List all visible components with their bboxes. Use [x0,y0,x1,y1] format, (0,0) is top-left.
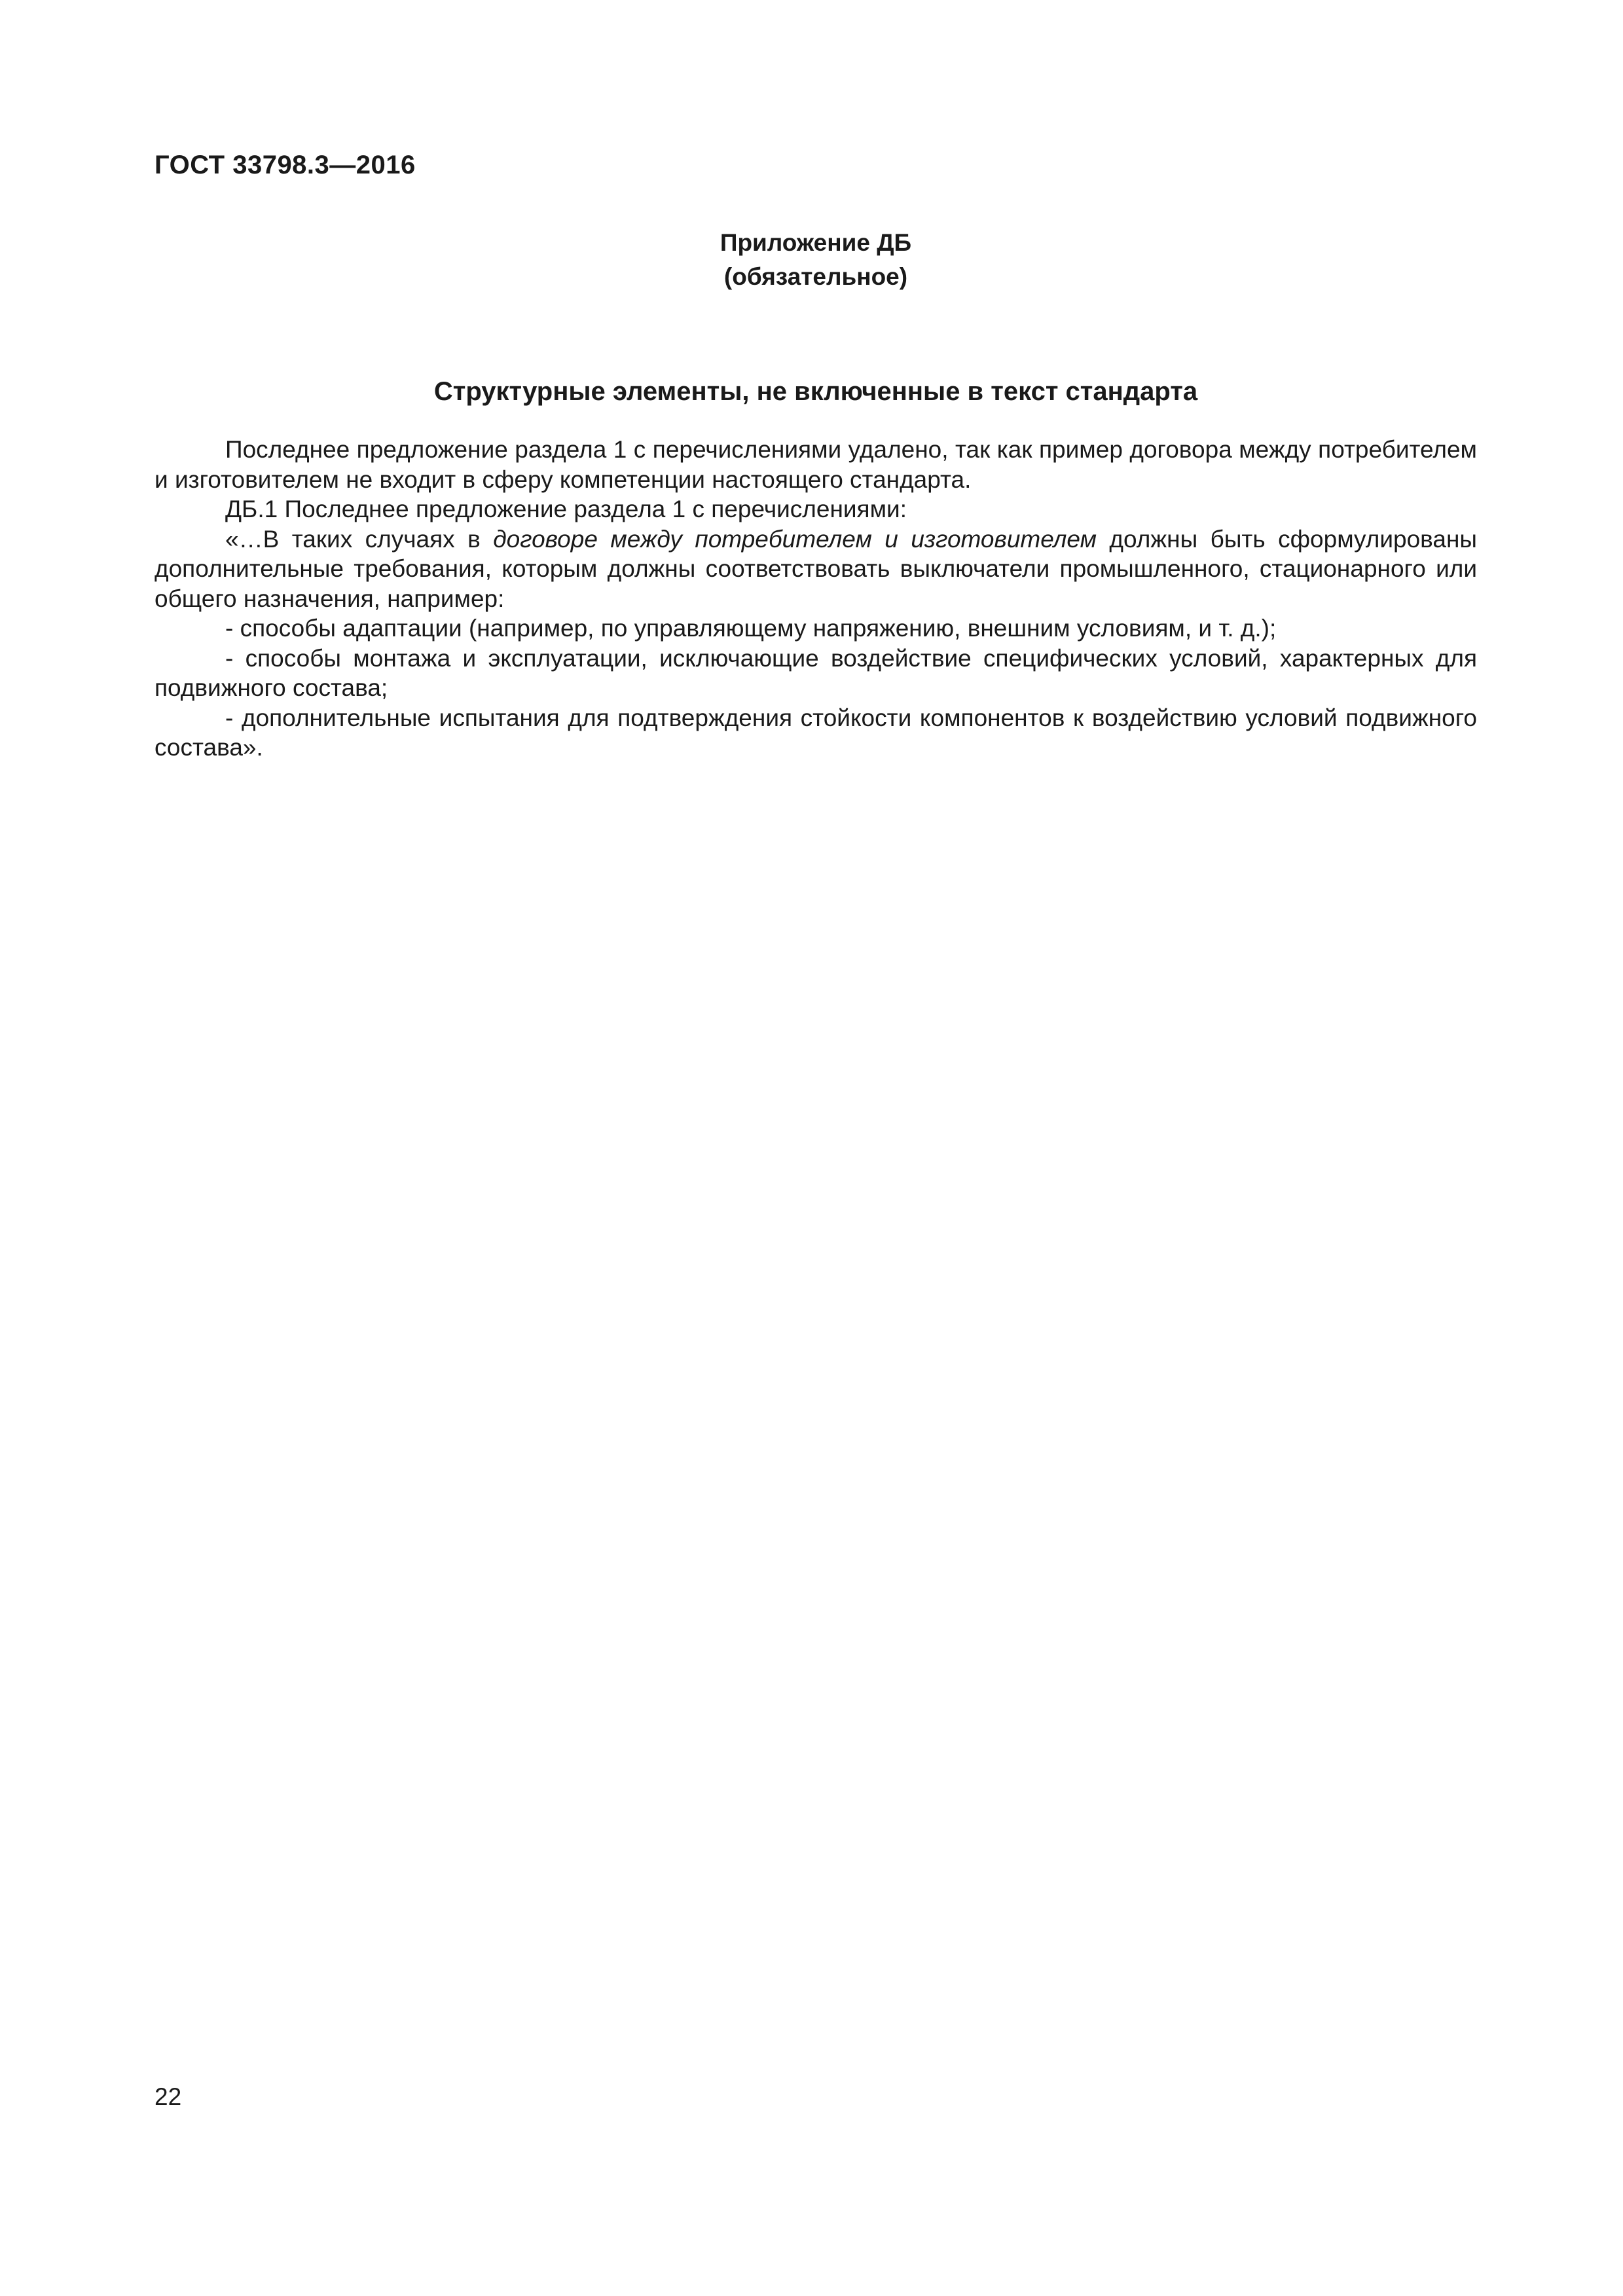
appendix-title: Приложение ДБ [720,229,912,256]
quote-start: «…В таких случаях в [225,525,494,553]
page-number: 22 [155,2083,182,2110]
list-item: - дополнительные испытания для подтверждения стойкости компонентов к воздействию условий подвижного состава». [155,704,1477,761]
quote-end: должны быть сформулированы дополнительные требования, которым должны соответствовать выключатели промышленного, стационарного или общего назначения, например: [155,525,1477,612]
quote-paragraph [155,524,1477,614]
document-code: ГОСТ 33798.3—2016 [155,151,416,179]
appendix-heading [155,226,1477,294]
list-item: - способы адаптации (например, по управляющему напряжению, внешним условиям, и т. д.); [225,615,1277,642]
section-title: Структурные элементы, не включенные в текст стандарта [433,377,1198,406]
list-item: - способы монтажа и эксплуатации, исключающие воздействие специфических условий, характерных для подвижного состава; [155,644,1477,701]
intro-paragraph: Последнее предложение раздела 1 с перечислениями удалено, так как пример договора между потребителем и изготовителем не входит в сферу компетенции настоящего стандарта. [155,436,1477,493]
appendix-status: (обязательное) [723,263,908,290]
body-text [155,435,1477,763]
clause-paragraph: ДБ.1 Последнее предложение раздела 1 с перечислениями: [225,496,907,522]
quote-italic-text: договоре между потребителем и изготовителем [493,525,1097,553]
